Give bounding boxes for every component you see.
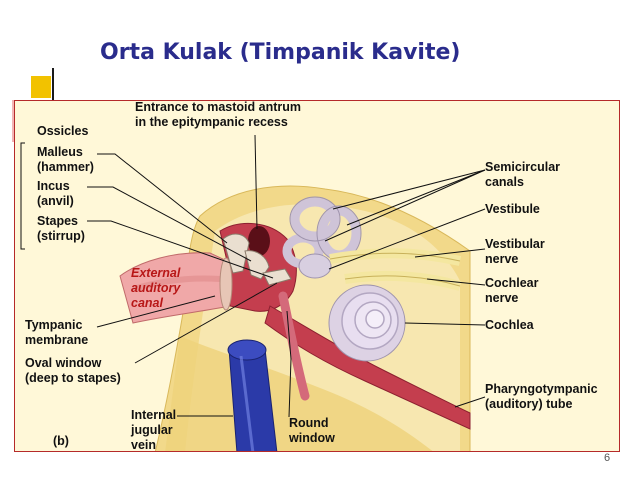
cochlea-shape <box>329 285 405 361</box>
label-internal-jugular-vein: Internal jugular vein <box>131 408 177 452</box>
label-incus: Incus (anvil) <box>37 179 74 208</box>
label-vestibular-nerve: Vestibular nerve <box>485 237 545 266</box>
label-pharyngotympanic-tube: Pharyngotympanic (auditory) tube <box>485 382 598 411</box>
label-vestibule: Vestibule <box>485 202 540 216</box>
label-entrance: Entrance to mastoid antrum in the epitympanic recess <box>135 101 301 129</box>
label-cochlea: Cochlea <box>485 318 534 332</box>
vestibule <box>299 254 331 278</box>
label-panel-b: (b) <box>53 434 69 448</box>
tympanic-membrane-shape <box>220 258 232 310</box>
slide-title: Orta Kulak (Timpanik Kavite) <box>100 40 461 65</box>
label-oval-window: Oval window (deep to stapes) <box>25 356 121 385</box>
label-tympanic-membrane: Tympanic membrane <box>25 318 89 347</box>
label-ossicles: Ossicles <box>37 124 89 138</box>
label-cochlear-nerve: Cochlear nerve <box>485 276 539 305</box>
ear-anatomy-illustration <box>15 101 620 452</box>
ear-anatomy-figure <box>14 100 620 452</box>
label-stapes: Stapes (stirrup) <box>37 214 85 243</box>
label-malleus: Malleus (hammer) <box>37 145 94 174</box>
label-semicircular-canals: Semicircular canals <box>485 160 561 189</box>
decorative-yellow-square <box>31 76 51 98</box>
label-external-auditory-canal: External auditory canal <box>131 266 181 310</box>
label-round-window: Round window <box>289 416 335 445</box>
page-number: 6 <box>604 452 611 464</box>
